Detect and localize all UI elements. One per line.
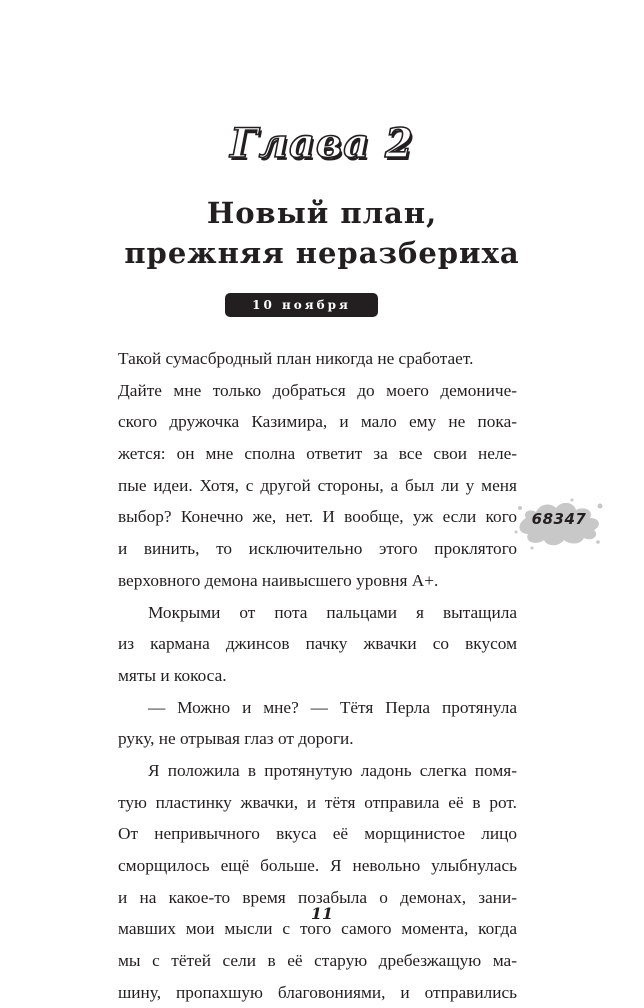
date-badge: 10 ноября bbox=[225, 293, 378, 317]
text-line: Дайте мне только добраться до моего демониче- bbox=[118, 380, 517, 400]
text-line: Я положила в протянутую ладонь слегка помя- bbox=[148, 760, 517, 780]
text-line: из кармана джинсов пачку жвачки со вкусом bbox=[118, 634, 517, 654]
page-number: 11 bbox=[310, 904, 334, 923]
text-line: выбор? Конечно же, нет. И вообще, уж если кого bbox=[118, 507, 517, 527]
text-line: пые идеи. Хотя, с другой стороны, а был ли у меня bbox=[118, 475, 517, 495]
text-line: руку, не отрывая глаз от дороги. bbox=[118, 729, 354, 749]
text-line: — Можно и мне? — Тётя Перла протянула bbox=[148, 697, 517, 717]
text-line: сморщилось ещё больше. Я невольно улыбнулась bbox=[118, 856, 517, 875]
text-line: Такой сумасбродный план никогда не сработает. bbox=[118, 349, 474, 368]
text-line: и винить, то исключительно этого проклятого bbox=[118, 539, 517, 559]
badge-number: 68347 bbox=[531, 510, 587, 528]
text-line: Мокрыми от пота пальцами я вытащила bbox=[148, 602, 517, 622]
text-line: мяты и кокоса. bbox=[118, 665, 227, 685]
text-line: ского дружочка Казимира, и мало ему не пока- bbox=[118, 412, 517, 432]
text-line: и на какое-то время позабыла о демонах, зани- bbox=[118, 887, 517, 907]
text-line: тую пластинку жвачки, и тётя отправила её в рот. bbox=[118, 792, 517, 812]
text-line: шину, пропахшую благовониями, и отправились bbox=[118, 982, 517, 1002]
text-line: От непривычного вкуса её морщинистое лицо bbox=[118, 824, 517, 844]
chapter-title-line-1: Новый план, bbox=[206, 196, 438, 230]
chapter-title bbox=[0, 193, 644, 273]
text-line: мы с тётей сели в её старую дребезжащую ма- bbox=[118, 951, 517, 971]
text-line: жется: он мне сполна ответит за все свои неле- bbox=[118, 444, 517, 464]
chapter-heading: Глава 2 bbox=[230, 120, 414, 167]
text-line: мавших мои мысли с того самого момента, когда bbox=[118, 919, 517, 939]
text-line: верховного демона наивысшего уровня А+. bbox=[118, 570, 439, 590]
chapter-title-line-2: прежняя неразбериха bbox=[124, 236, 520, 270]
